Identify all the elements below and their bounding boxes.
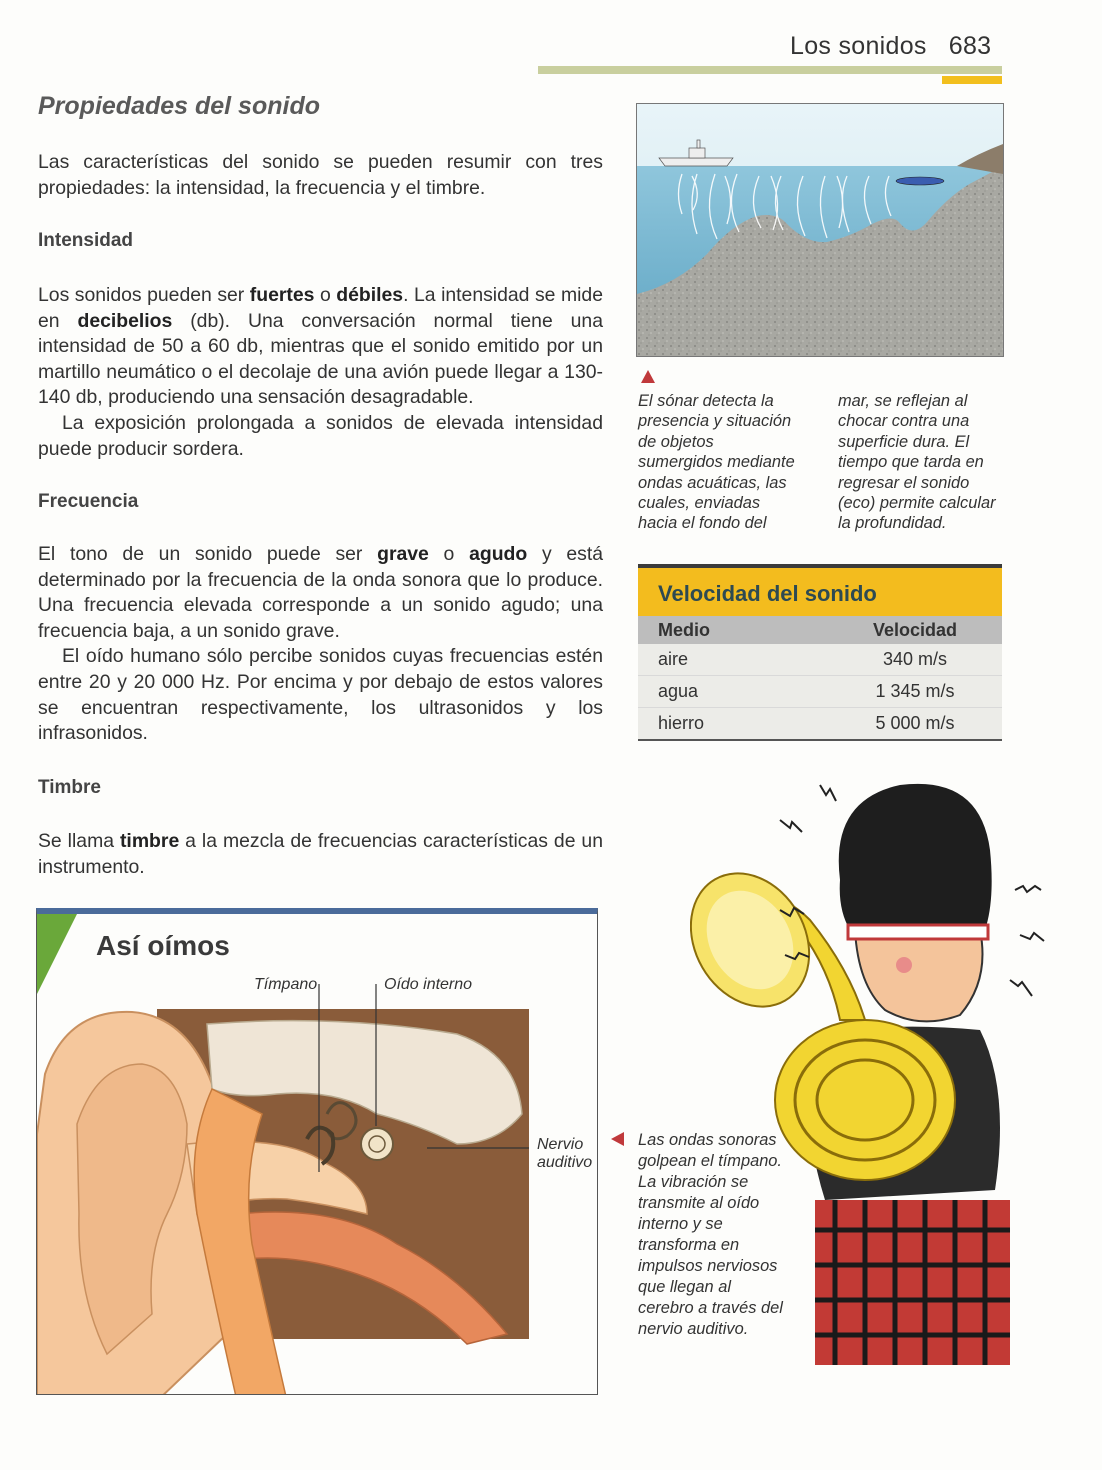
heading-timbre: Timbre xyxy=(38,777,102,798)
header-velocidad: Velocidad xyxy=(872,620,958,640)
intro-paragraph: Las características del sonido se pueden resumir con tres propiedades: la intensidad, la frecuencia y el timbre. xyxy=(38,151,603,199)
cell-medio: agua xyxy=(658,681,699,701)
ear-box-title: Así oímos xyxy=(96,930,230,961)
running-head xyxy=(790,32,991,61)
label-oido-interno: Oído interno xyxy=(384,976,473,993)
cell-velocidad: 340 m/s xyxy=(882,649,948,669)
frecuencia-paragraph: El tono de un sonido puede ser grave o agudo y está determinado por la frecuencia de la onda sonora que lo produce. Una frecuencia elevada corresponde a un sonido agudo; una frecuencia baja, a un sonido grave. El oído humano sólo percibe sonidos cuyas frecuencias estén entre 20 y 20 000 Hz. Por encima y por debajo de estos valores se encuentran respectivamente, los ultrasonidos y los infrasonidos. xyxy=(38,542,603,747)
caption-marker-up xyxy=(641,370,655,383)
sonar-caption-col1: El sónar detecta la presencia y situación de objetos sumergidos mediante ondas acuáticas, las cuales, enviadas hacia el fondo del xyxy=(638,392,795,533)
label-nervio-auditivo: Nervio auditivo xyxy=(537,1136,593,1171)
tuba-caption: Las ondas sonoras golpean el tímpano. La vibración se transmite al oído interno y se transforma en impulsos nerviosos que llegan al cerebro a través del nervio auditivo. xyxy=(638,1131,783,1338)
cell-velocidad: 5 000 m/s xyxy=(875,713,955,733)
header-accent-bar xyxy=(942,76,1002,84)
cell-velocidad: 1 345 m/s xyxy=(875,681,955,701)
label-timpano: Tímpano xyxy=(254,976,318,993)
table-row xyxy=(638,708,1002,741)
frecuencia-paragraph-2: El oído humano sólo percibe sonidos cuyas frecuencias estén entre 20 y 20 000 Hz. Por encima y por debajo de estos valores se encuentran respectivamente, los ultrasonidos y los infrasonidos. xyxy=(38,645,603,745)
page-title: Propiedades del sonido xyxy=(38,92,320,120)
table-row xyxy=(638,644,1002,676)
timbre-paragraph: Se llama timbre a la mezcla de frecuencias características de un instrumento. xyxy=(38,830,603,878)
cell-medio: aire xyxy=(658,649,689,669)
cell-medio: hierro xyxy=(658,713,705,733)
page-number: 683 xyxy=(948,32,992,60)
speed-of-sound-table xyxy=(638,564,1002,741)
table-header-row xyxy=(638,616,1002,644)
table-row xyxy=(638,676,1002,708)
intensidad-paragraph: Los sonidos pueden ser fuertes o débiles. La intensidad se mide en decibelios (db). Una conversación normal tiene una intensidad de 50 a 60 db, mientras que el sonido emitido por un martillo neumático o el decolaje de una avión puede llegar a 130-140 db, produciendo una sensación desagradable. La exposición prolongada a sonidos de elevada intensidad puede producir sordera. xyxy=(38,283,603,462)
caption-marker-left xyxy=(611,1132,624,1146)
sonar-caption-col2: mar, se reflejan al chocar contra una superficie dura. El tiempo que tarda en regresar el sonido (eco) permite calcular la profundidad. xyxy=(838,392,996,533)
heading-frecuencia: Frecuencia xyxy=(38,491,139,512)
header-rule xyxy=(538,66,1002,74)
section-name: Los sonidos xyxy=(790,32,927,60)
header-medio: Medio xyxy=(658,620,710,640)
heading-intensidad: Intensidad xyxy=(38,230,134,251)
sonar-illustration xyxy=(636,103,1004,357)
intensidad-paragraph-2: La exposición prolongada a sonidos de elevada intensidad puede producir sordera. xyxy=(38,411,603,460)
table-title: Velocidad del sonido xyxy=(638,564,1002,616)
